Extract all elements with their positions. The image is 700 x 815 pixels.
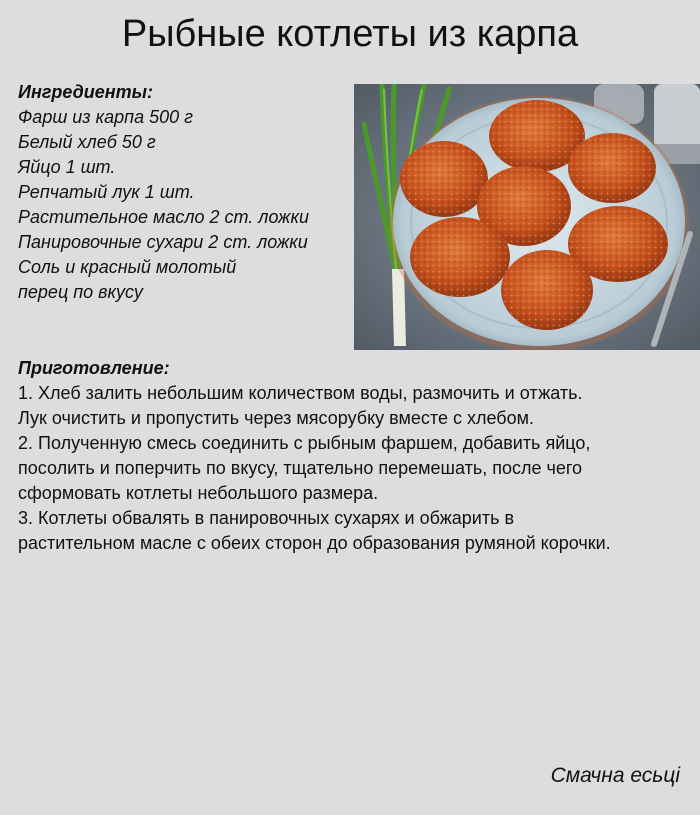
ingredient-item: Растительное масло 2 ст. ложки — [18, 207, 309, 227]
fried-fish-cutlets-photo — [354, 84, 700, 350]
ingredient-item: Соль и красный молотый — [18, 257, 237, 277]
preparation-line: 1. Хлеб залить небольшим количеством воды, размочить и отжать. — [18, 383, 583, 403]
cutlets-plate-illustration — [354, 84, 700, 350]
preparation-line: 3. Котлеты обвалять в панировочных сухарях и обжарить в — [18, 508, 515, 528]
preparation-line: Лук очистить и пропустить через мясорубку вместе с хлебом. — [18, 408, 534, 428]
preparation-line: посолить и поперчить по вкусу, тщательно перемешать, после чего — [18, 458, 583, 478]
preparation-section — [18, 356, 688, 556]
ingredients-section — [18, 80, 348, 305]
preparation-heading: Приготовление: — [18, 358, 170, 378]
preparation-line: сформовать котлеты небольшого размера. — [18, 483, 379, 503]
ingredient-item: Яйцо 1 шт. — [18, 157, 116, 177]
ingredient-item: Репчатый лук 1 шт. — [18, 182, 195, 202]
ingredient-item: Фарш из карпа 500 г — [18, 107, 193, 127]
ingredients-heading: Ингредиенты: — [18, 82, 154, 102]
ingredient-item: перец по вкусу — [18, 282, 143, 302]
preparation-line: 2. Полученную смесь соединить с рыбным фаршем, добавить яйцо, — [18, 433, 591, 453]
preparation-line: растительном масле с обеих сторон до образования румяной корочки. — [18, 533, 611, 553]
ingredient-item: Панировочные сухари 2 ст. ложки — [18, 232, 308, 252]
page-title: Рыбные котлеты из карпа — [121, 13, 579, 55]
signature-text: Смачна есьці — [550, 764, 680, 787]
ingredient-item: Белый хлеб 50 г — [18, 132, 156, 152]
